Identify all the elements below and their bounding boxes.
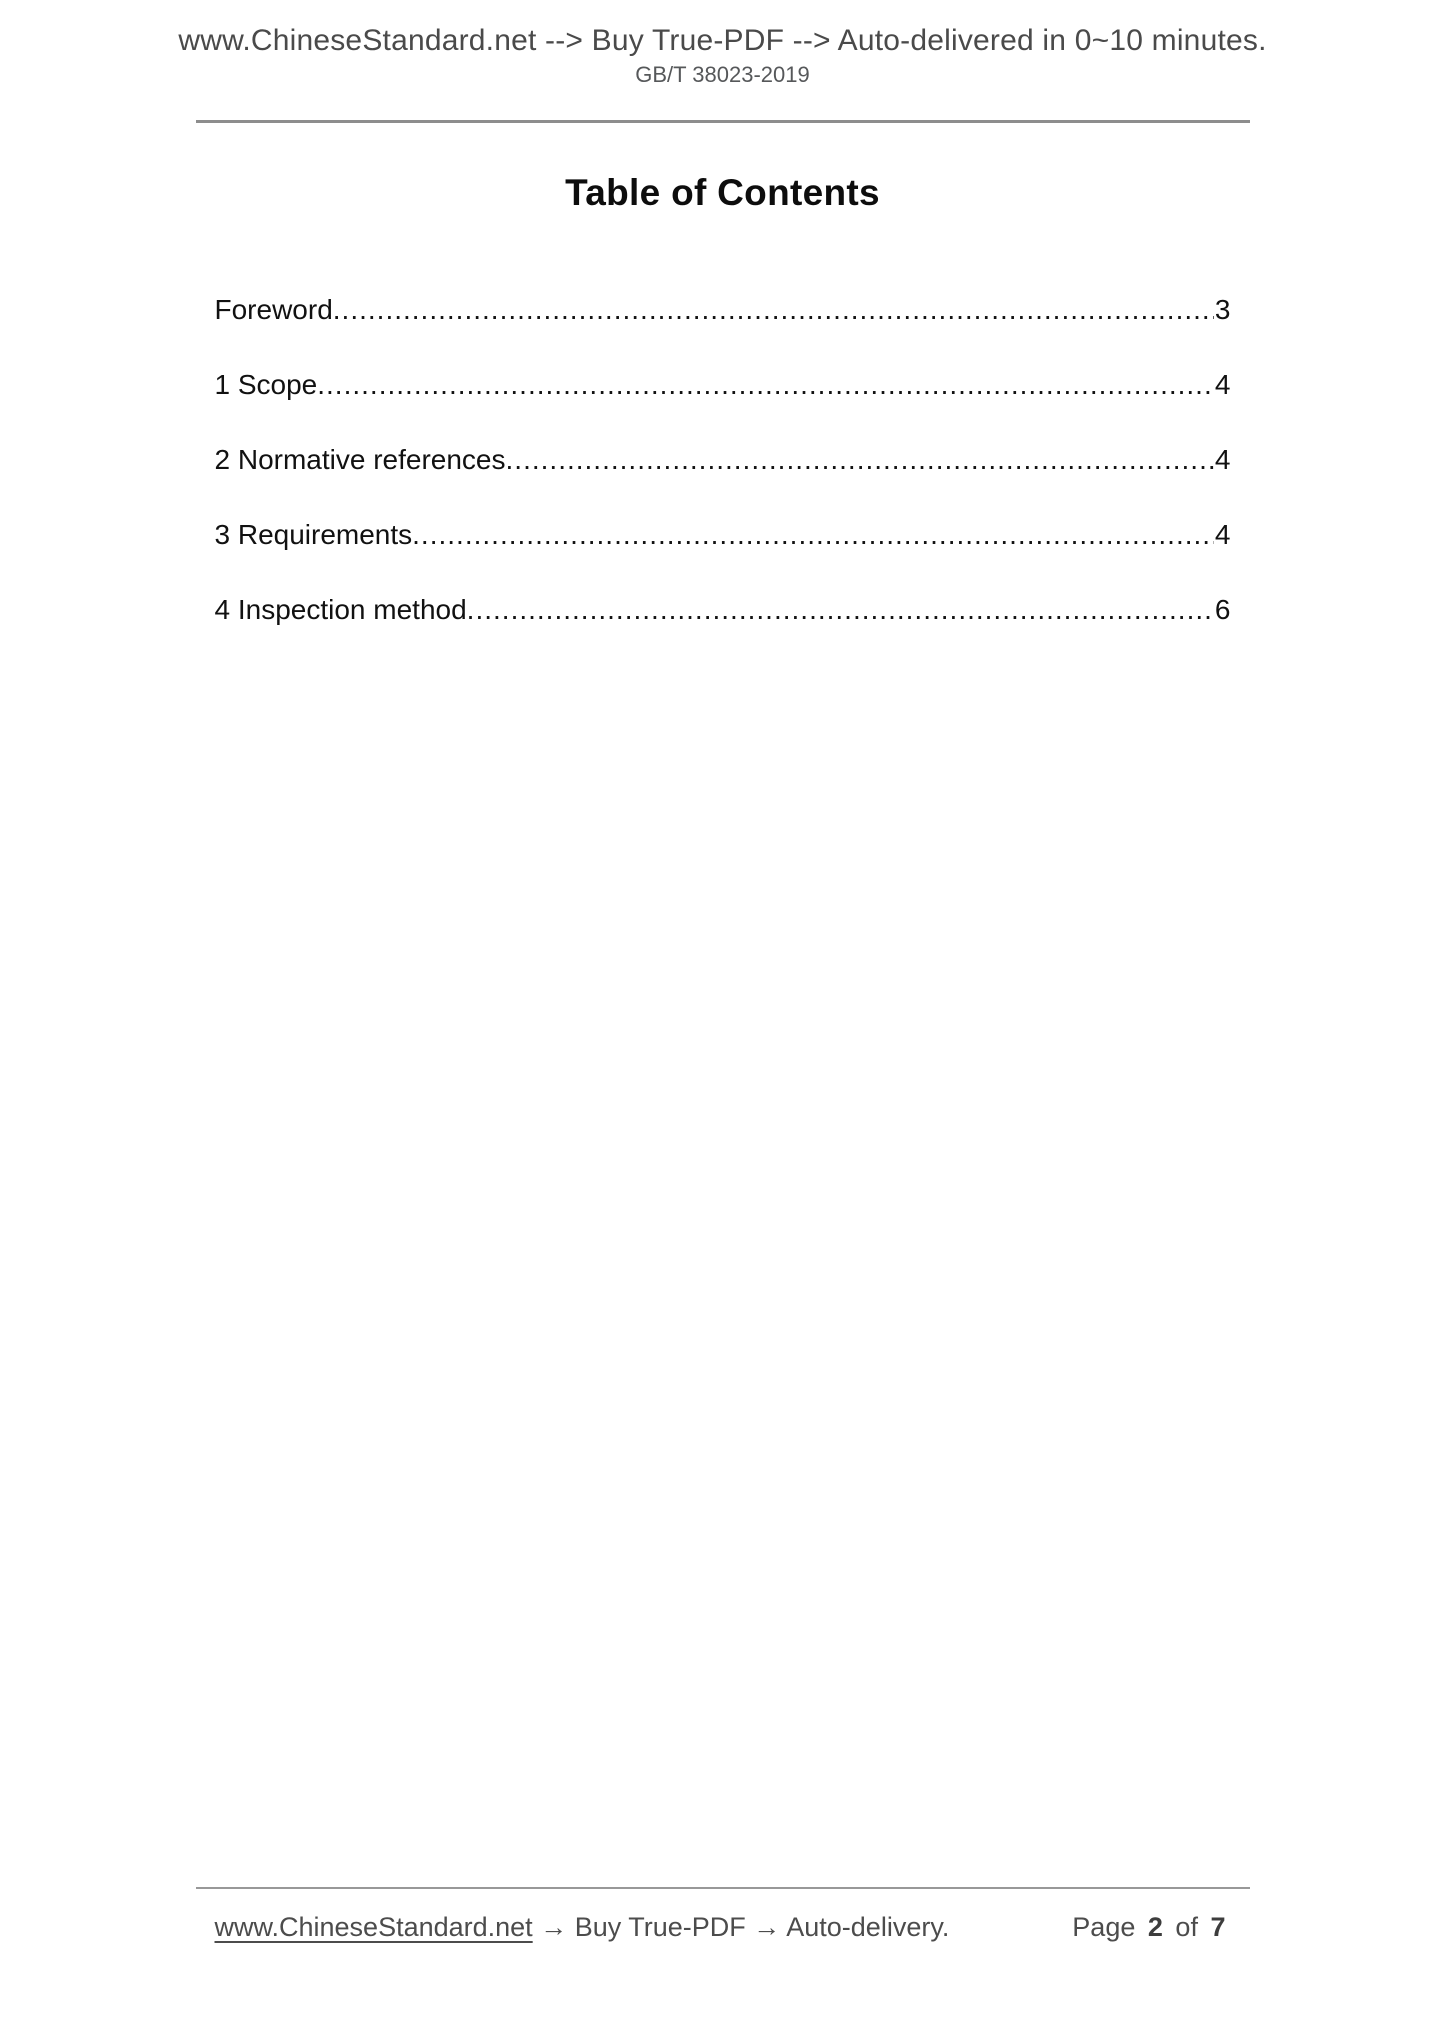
toc-entry [215, 591, 1231, 666]
footer-tagline: → Buy True-PDF → Auto-delivery. [540, 1912, 950, 1942]
toc-entry [215, 441, 1231, 516]
toc-entry-page: 3 [1214, 294, 1231, 325]
toc-entry-page: 6 [1214, 594, 1231, 625]
toc-entry-label: Foreword [214, 294, 333, 325]
header-banner: www.ChineseStandard.net --> Buy True-PDF --> Auto-delivered in 0~10 minutes. [178, 24, 1267, 57]
toc-entry-text [215, 366, 1214, 441]
toc-entry [215, 516, 1231, 591]
header-divider [196, 120, 1250, 123]
table-of-contents [215, 291, 1231, 666]
toc-entry-label: 2 Normative references [214, 444, 506, 475]
standard-number: GB/T 38023-2019 [635, 62, 810, 87]
footer-site-link[interactable]: www.ChineseStandard.net [214, 1912, 533, 1942]
toc-entry-text [215, 441, 1214, 516]
total-page-count: 7 [1210, 1912, 1226, 1942]
toc-entry-page: 4 [1214, 519, 1231, 550]
footer-info [215, 1910, 950, 1945]
footer-divider [196, 1887, 1250, 1889]
toc-entry-text [215, 591, 1214, 666]
page-indicator [1072, 1910, 1230, 1945]
toc-leader-dots [412, 519, 1214, 550]
page-title: Table of Contents [565, 172, 880, 213]
toc-entry-page: 4 [1214, 444, 1231, 475]
toc-leader-dots [333, 294, 1214, 325]
toc-entry-label: 1 Scope [214, 369, 318, 400]
toc-entry [215, 291, 1231, 366]
toc-entry [215, 366, 1231, 441]
toc-leader-dots [317, 369, 1214, 400]
page-word: Page [1072, 1912, 1136, 1942]
current-page-number: 2 [1147, 1912, 1163, 1942]
toc-entry-label: 3 Requirements [214, 519, 413, 550]
toc-leader-dots [506, 444, 1214, 475]
page-footer [215, 1910, 1231, 1945]
toc-entry-label: 4 Inspection method [214, 594, 467, 625]
toc-entry-page: 4 [1214, 369, 1231, 400]
page-header [0, 22, 1445, 88]
toc-entry-text [215, 291, 1214, 366]
toc-entry-text [215, 516, 1214, 591]
of-word: of [1175, 1912, 1198, 1942]
toc-leader-dots [467, 594, 1214, 625]
